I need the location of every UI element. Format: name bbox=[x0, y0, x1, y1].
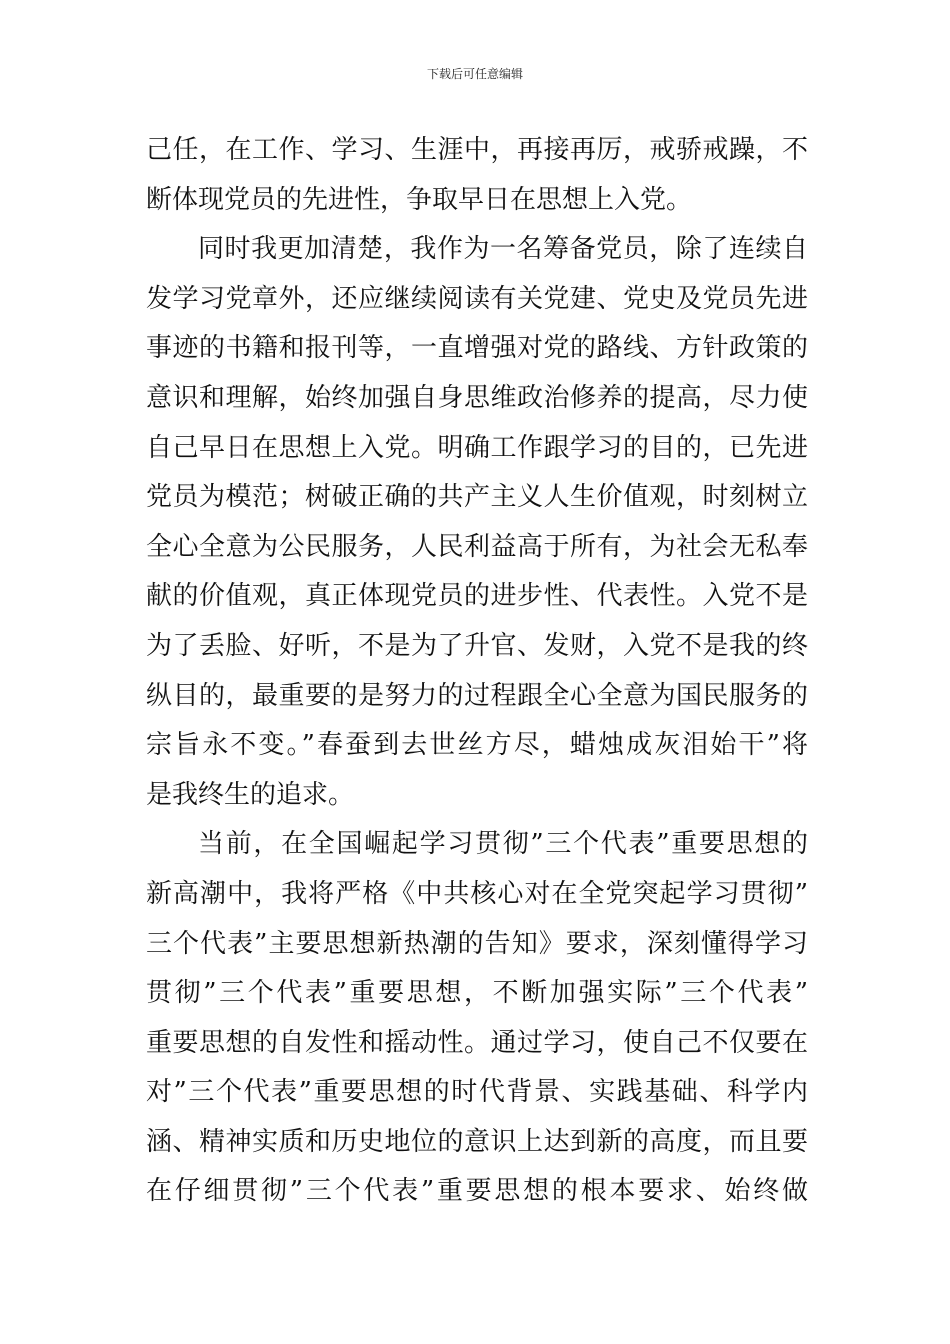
text-line: 在仔细贯彻”三个代表”重要思想的根本要求、始终做 bbox=[146, 1176, 808, 1207]
text-line: 党员为模范；树破正确的共产主义人生价值观，时刻树立 bbox=[146, 482, 808, 513]
text-line: 三个代表”主要思想新热潮的告知》要求，深刻懂得学习 bbox=[146, 928, 808, 959]
page-header: 下载后可任意编辑 bbox=[426, 67, 523, 81]
text-line: 为了丢脸、好听，不是为了升官、发财，入党不是我的终 bbox=[146, 630, 808, 661]
text-line: 宗旨永不变。”春蚕到去世丝方尽，蜡烛成灰泪始干”将 bbox=[146, 730, 808, 761]
text-line: 涵、精神实质和历史地位的意识上达到新的高度，而且要 bbox=[146, 1126, 808, 1157]
text-line: 贯彻”三个代表”重要思想，不断加强实际”三个代表” bbox=[146, 978, 808, 1009]
text-line: 全心全意为公民服务，人民利益高于所有，为社会无私奉 bbox=[146, 531, 808, 562]
text-line: 意识和理解，始终加强自身思维政治修养的提高，尽力使 bbox=[146, 382, 808, 413]
document-body bbox=[146, 126, 808, 1217]
text-line: 断体现党员的先进性，争取早日在思想上入党。 bbox=[146, 184, 693, 215]
text-line: 是我终生的追求。 bbox=[146, 779, 355, 810]
text-line: 对”三个代表”重要思想的时代背景、实践基础、科学内 bbox=[146, 1077, 808, 1108]
text-line: 当前，在全国崛起学习贯彻”三个代表”重要思想的 bbox=[198, 829, 808, 860]
text-line: 献的价值观，真正体现党员的进步性、代表性。入党不是 bbox=[146, 581, 808, 612]
text-line: 己任，在工作、学习、生涯中，再接再厉，戒骄戒躁，不 bbox=[146, 135, 808, 165]
text-line: 新高潮中，我将严格《中共核心对在全党突起学习贯彻” bbox=[146, 878, 808, 909]
text-line: 重要思想的自发性和摇动性。通过学习，使自己不仅要在 bbox=[146, 1027, 808, 1058]
text-line: 纵目的，最重要的是努力的过程跟全心全意为国民服务的 bbox=[146, 680, 808, 711]
text-line: 同时我更加清楚，我作为一名筹备党员，除了连续自 bbox=[198, 234, 808, 265]
text-line: 事迹的书籍和报刊等，一直增强对党的路线、方针政策的 bbox=[146, 333, 808, 364]
text-line: 发学习党章外，还应继续阅读有关党建、党史及党员先进 bbox=[146, 283, 808, 314]
text-line: 自己早日在思想上入党。明确工作跟学习的目的，已先进 bbox=[146, 432, 808, 463]
